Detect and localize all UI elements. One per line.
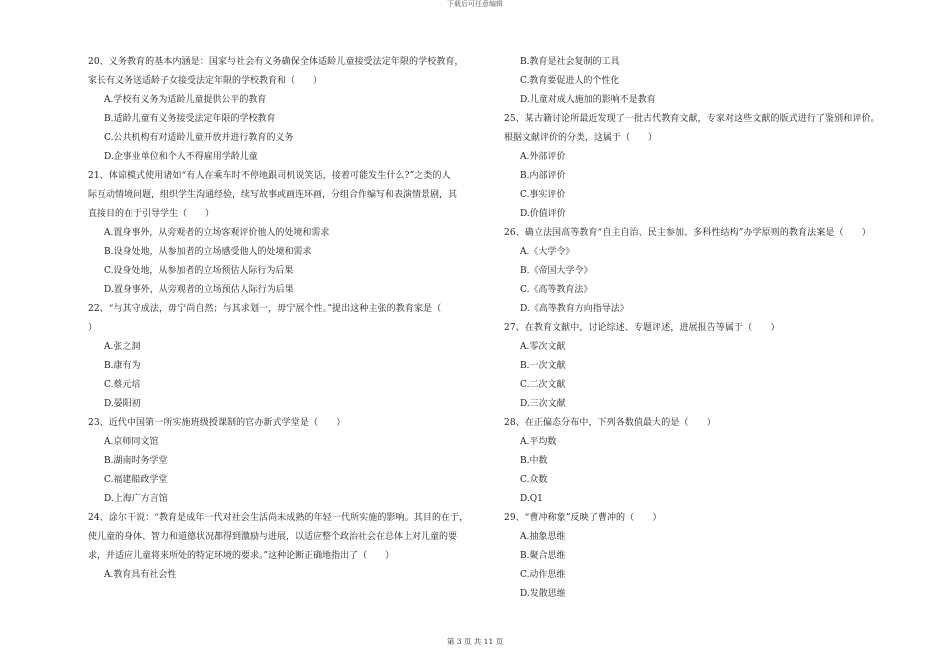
- question-stem-continued: 直接目的在于引导学生（ ）: [88, 209, 215, 219]
- answer-option: A.学校有义务为适龄儿童提供公平的教育: [104, 95, 267, 105]
- page-footer: 第 3 页 共 11 页: [446, 637, 504, 646]
- answer-option: B.一次文献: [520, 361, 566, 371]
- answer-option: C.动作思维: [520, 570, 566, 580]
- answer-option: A.《大学令》: [520, 247, 575, 257]
- question-stem-continued: 使儿童的身体、智力和道德状况都得到激励与进展，以适应整个政治社会在总体上对儿童的要: [88, 532, 458, 542]
- right-column: [504, 53, 904, 604]
- answer-option: D.发散思维: [520, 589, 566, 599]
- answer-option: B.聚合思维: [520, 551, 566, 561]
- answer-option: A.外部评价: [520, 152, 566, 162]
- answer-option: B.设身处地，从参加者的立场感受他人的处境和需求: [104, 247, 312, 257]
- answer-option: D.儿童对成人施加的影响不是教育: [520, 95, 656, 105]
- answer-option: C.众数: [520, 475, 548, 485]
- answer-option: C.公共机构有对适龄儿童开放并进行教育的义务: [104, 133, 294, 143]
- answer-option: A.平均数: [520, 437, 557, 447]
- answer-option: C.设身处地，从参加者的立场预估人际行为后果: [104, 266, 294, 276]
- answer-option: D.《高等教育方向指导法》: [520, 304, 629, 314]
- answer-option: D.晏阳初: [104, 399, 141, 409]
- answer-option: C.二次文献: [520, 380, 566, 390]
- question-stem: 20、义务教育的基本内涵是：国家与社会有义务确保全体适龄儿童接受法定年限的学校教育，: [88, 57, 464, 67]
- answer-option: B.内部评价: [520, 171, 566, 181]
- question-stem: 26、确立法国高等教育“自主自治、民主参加、多科性结构”办学原则的教育法案是（ ）: [504, 228, 871, 238]
- question-stem: 22、“与其守成法，毋宁尚自然；与其求划一，毋宁展个性。”提出这种主张的教育家是（: [88, 304, 442, 314]
- answer-option: D.价值评价: [520, 209, 566, 219]
- answer-option: B.适龄儿童有义务接受法定年限的学校教育: [104, 114, 276, 124]
- answer-option: D.Q1: [520, 494, 543, 504]
- answer-option: D.上海广方言馆: [104, 494, 168, 504]
- answer-option: C.福建船政学堂: [104, 475, 168, 485]
- question-stem: 23、近代中国第一所实施班级授课制的官办新式学堂是（ ）: [88, 418, 346, 428]
- question-stem: 29、“曹冲称象”反映了曹冲的（ ）: [504, 513, 662, 523]
- question-stem-continued: 家长有义务送适龄子女接受法定年限的学校教育和（ ）: [88, 76, 323, 86]
- question-stem: 27、在教育文献中，讨论综述、专题评述，进展报告等属于（ ）: [504, 323, 780, 333]
- question-stem-continued: 际互动情境问题，组织学生沟通经验，续写故事或画连环画，分组合作编写和表演情景剧，其: [88, 190, 458, 200]
- question-stem: 28、在正偏态分布中，下列各数值最大的是（ ）: [504, 418, 716, 428]
- question-stem-continued: 根据文献评价的分类，这属于（ ）: [504, 133, 658, 143]
- header-note: 下载后可任意编辑: [447, 0, 503, 8]
- answer-option: A.抽象思维: [520, 532, 566, 542]
- question-stem: 25、某古籍讨论所最近发现了一批古代教育文献，专家对这些文献的版式进行了鉴别和评价。: [504, 114, 880, 124]
- answer-option: D.置身事外，从旁观者的立场预估人际行为后果: [104, 285, 294, 295]
- question-stem: 21、体谅模式使用诸如“有人在乘车时不停地跟司机说笑话，接着可能发生什么?”之类的人: [88, 171, 451, 181]
- answer-option: B.教育是社会复制的工具: [520, 57, 620, 67]
- answer-option: C.蔡元培: [104, 380, 141, 390]
- answer-option: B.中数: [520, 456, 548, 466]
- answer-option: B.康有为: [104, 361, 141, 371]
- answer-option: A.张之洞: [104, 342, 141, 352]
- answer-option: A.零次文献: [520, 342, 566, 352]
- answer-option: B.《帝国大学令》: [520, 266, 593, 276]
- answer-option: C.《高等教育法》: [520, 285, 593, 295]
- answer-option: B.湖南时务学堂: [104, 456, 168, 466]
- answer-option: C.事实评价: [520, 190, 566, 200]
- answer-option: A.京师同文馆: [104, 437, 159, 447]
- left-column: [88, 53, 498, 585]
- answer-option: D.三次文献: [520, 399, 566, 409]
- answer-option: C.教育要促进人的个性化: [520, 76, 620, 86]
- answer-option: A.教育具有社会性: [104, 570, 177, 580]
- question-stem-continued: ）: [88, 323, 98, 333]
- question-stem-continued: 求，并适应儿童将来所处的特定环境的要求。”这种论断正确地指出了（ ）: [88, 551, 395, 561]
- answer-option: D.企事业单位和个人不得雇用学龄儿童: [104, 152, 258, 162]
- answer-option: A.置身事外，从旁观者的立场客观评价他人的处境和需求: [104, 228, 330, 238]
- question-stem: 24、涂尔干说：“教育是成年一代对社会生活尚未成熟的年轻一代所实施的影响。其目的在于，: [88, 513, 469, 523]
